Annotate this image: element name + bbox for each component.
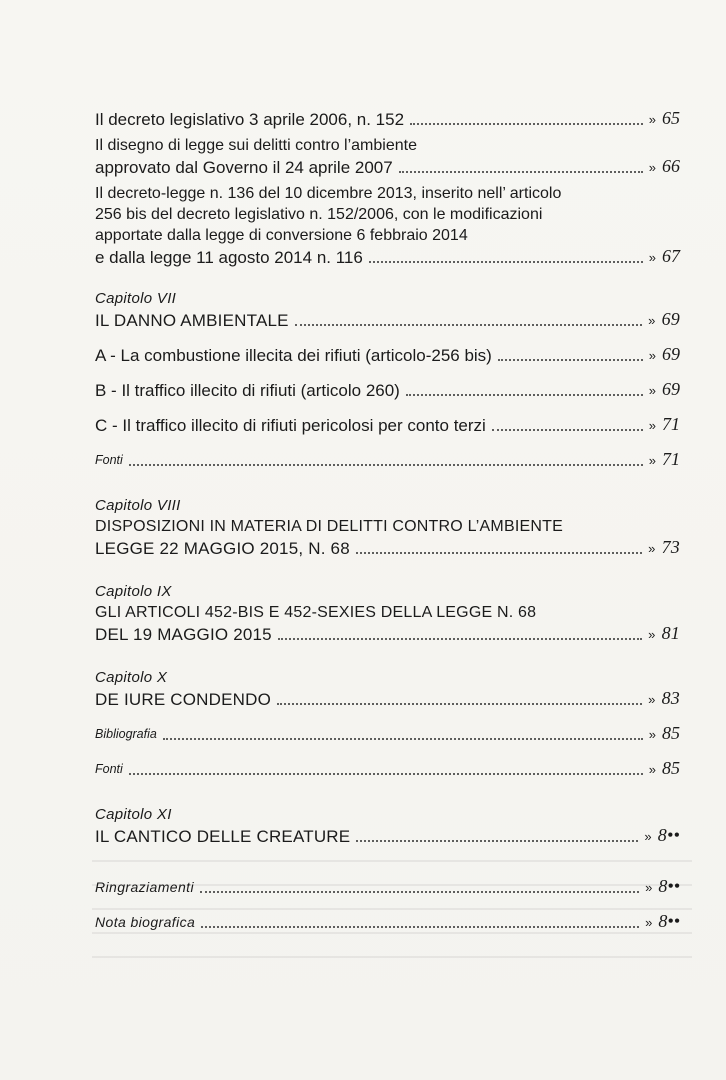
entry-title: Fonti xyxy=(95,762,123,776)
page-number: 69 xyxy=(662,344,680,364)
toc-item-7b[interactable] xyxy=(95,379,680,401)
chapter-label: Capitolo VII xyxy=(95,290,177,307)
entry-title: B - Il traffico illecito di rifiuti (articolo 260) xyxy=(95,381,400,400)
page-mark: » xyxy=(648,250,656,265)
dot-leader xyxy=(498,359,643,361)
chapter-label: Capitolo IX xyxy=(95,583,172,600)
page-mark: » xyxy=(645,880,653,895)
entry-line: Il disegno di legge sui delitti contro l’ambiente xyxy=(95,137,417,154)
toc-nota-biografica[interactable] xyxy=(95,911,680,933)
entry-title: A - La combustione illecita dei rifiuti (articolo-256 bis) xyxy=(95,346,492,365)
chapter-label: Capitolo X xyxy=(95,669,168,686)
toc-item-7a[interactable] xyxy=(95,344,680,366)
page-number: 67 xyxy=(662,246,680,266)
page-number: 71 xyxy=(662,449,680,469)
chapter-title: IL CANTICO DELLE CREATURE xyxy=(95,827,351,846)
toc-bibliografia[interactable] xyxy=(95,723,680,745)
page-number: 71 xyxy=(662,414,680,434)
page-mark: » xyxy=(648,627,656,642)
page-mark: » xyxy=(648,348,656,363)
dot-leader xyxy=(201,926,639,928)
toc-ringraziamenti[interactable] xyxy=(95,876,680,898)
page-number: 85 xyxy=(662,758,680,778)
toc-entry-disegno-legge[interactable] xyxy=(95,135,680,178)
toc-entry-decreto-2013[interactable] xyxy=(95,183,680,268)
page-number: 69 xyxy=(661,309,680,329)
page-number: 66 xyxy=(662,156,680,176)
page-number: 69 xyxy=(662,379,680,399)
dot-leader xyxy=(399,171,643,173)
dot-leader xyxy=(278,638,642,640)
entry-line: 256 bis del decreto legislativo n. 152/2006, con le modificazioni xyxy=(95,206,543,223)
chapter-title-line: DEL 19 MAGGIO 2015 xyxy=(95,625,272,644)
page-number: 73 xyxy=(661,537,680,557)
page-number: 65 xyxy=(662,108,680,128)
page-mark: » xyxy=(648,313,656,328)
chapter-label: Capitolo XI xyxy=(95,806,172,823)
page-mark: » xyxy=(648,383,656,398)
chapter-title-line: GLI ARTICOLI 452-BIS E 452-SEXIES DELLA LEGGE N. 68 xyxy=(95,604,537,621)
page-number: 8•• xyxy=(657,825,680,845)
chapter-label: Capitolo VIII xyxy=(95,497,181,514)
dot-leader xyxy=(129,773,643,775)
page-mark: » xyxy=(644,829,652,844)
dot-leader xyxy=(406,394,643,396)
page-mark: » xyxy=(648,692,656,707)
dot-leader xyxy=(295,324,642,326)
page-number: 8•• xyxy=(658,911,680,931)
entry-title: Il decreto legislativo 3 aprile 2006, n. 152 xyxy=(95,110,405,129)
page-number: 85 xyxy=(662,723,680,743)
chapter-title-line: LEGGE 22 MAGGIO 2015, N. 68 xyxy=(95,539,350,558)
toc-entry-decreto-2006[interactable] xyxy=(95,108,680,130)
page-mark: » xyxy=(648,418,656,433)
dot-leader xyxy=(369,261,643,263)
dot-leader xyxy=(492,429,643,431)
entry-line: Il decreto-legge n. 136 del 10 dicembre 2013, inserito nell’ articolo xyxy=(95,185,562,202)
chapter-title: IL DANNO AMBIENTALE xyxy=(95,311,289,330)
table-of-contents xyxy=(95,108,680,938)
chapter-title-line: DISPOSIZIONI IN MATERIA DI DELITTI CONTRO L’AMBIENTE xyxy=(95,518,563,535)
page-mark: » xyxy=(648,453,656,468)
toc-chapter-10[interactable] xyxy=(95,688,680,710)
dot-leader xyxy=(129,464,643,466)
dot-leader xyxy=(200,891,639,893)
entry-title: approvato dal Governo il 24 aprile 2007 xyxy=(95,158,393,177)
chapter-title: DE IURE CONDENDO xyxy=(95,690,272,709)
toc-chapter-7[interactable] xyxy=(95,309,680,331)
entry-title: Ringraziamenti xyxy=(95,879,194,895)
entry-title: C - Il traffico illecito di rifiuti pericolosi per conto terzi xyxy=(95,416,486,435)
toc-chapter-11[interactable] xyxy=(95,825,680,847)
dot-leader xyxy=(356,840,638,842)
page-mark: » xyxy=(645,915,653,930)
page-mark: » xyxy=(648,762,656,777)
dot-leader xyxy=(356,552,642,554)
page-number: 81 xyxy=(661,623,680,643)
page-mark: » xyxy=(648,160,656,175)
entry-title: Fonti xyxy=(95,453,123,467)
page-mark: » xyxy=(648,541,656,556)
toc-chapter-8[interactable] xyxy=(95,516,680,559)
entry-title: e dalla legge 11 agosto 2014 n. 116 xyxy=(95,248,363,267)
page-mark: » xyxy=(648,112,656,127)
toc-item-7c[interactable] xyxy=(95,414,680,436)
toc-fonti-10[interactable] xyxy=(95,758,680,780)
page-mark: » xyxy=(648,727,656,742)
dot-leader xyxy=(163,738,643,740)
entry-title: Nota biografica xyxy=(95,914,196,930)
toc-fonti-7[interactable] xyxy=(95,449,680,471)
dot-leader xyxy=(277,703,642,705)
toc-chapter-9[interactable] xyxy=(95,602,680,645)
page-number: 83 xyxy=(661,688,680,708)
dot-leader xyxy=(410,123,643,125)
page-number: 8•• xyxy=(658,876,680,896)
entry-title: Bibliografia xyxy=(95,727,157,741)
entry-line: apportate dalla legge di conversione 6 febbraio 2014 xyxy=(95,227,468,244)
